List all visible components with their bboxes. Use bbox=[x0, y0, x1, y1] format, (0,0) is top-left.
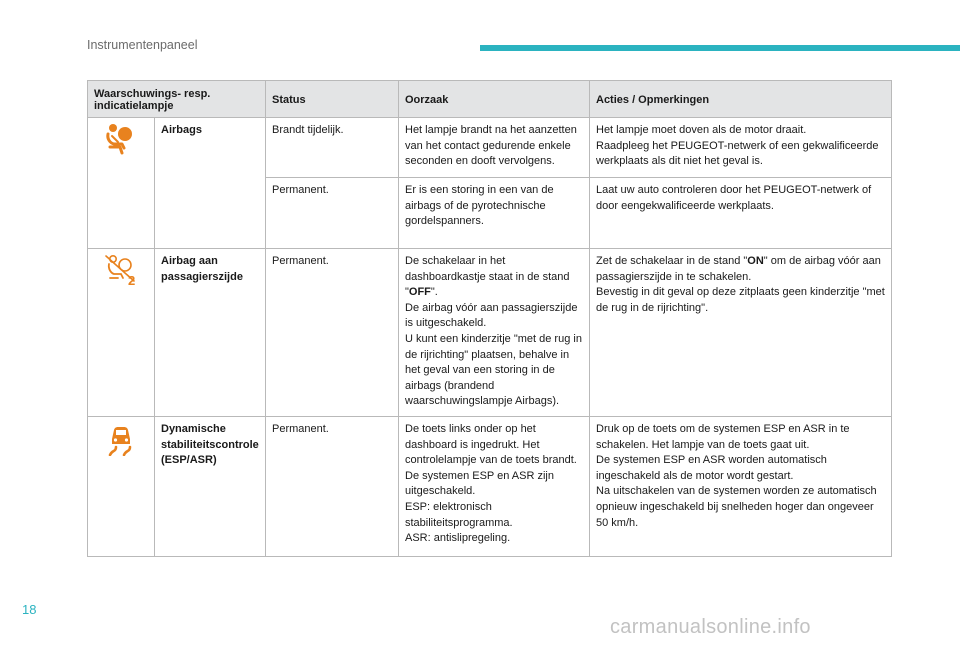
actions-cell bbox=[590, 249, 892, 417]
passenger-airbag-off-icon bbox=[104, 254, 138, 286]
status-cell: Permanent. bbox=[266, 178, 399, 249]
cause-cell: Het lampje brandt na het aanzetten van het contact gedurende enkele seconden en dooft vervolgens. bbox=[399, 118, 590, 178]
status-cell: Permanent. bbox=[266, 417, 399, 557]
lamp-icon-cell bbox=[88, 118, 155, 249]
switch-off-label: OFF bbox=[408, 286, 431, 299]
status-cell: Permanent. bbox=[266, 249, 399, 417]
lamp-icon-cell bbox=[88, 417, 155, 557]
lamp-name: Airbag aan passagierszijde bbox=[155, 249, 266, 417]
cause-cell bbox=[399, 417, 590, 557]
actions-cell bbox=[590, 118, 892, 178]
page-number: 18 bbox=[22, 602, 37, 617]
lamp-name: Dynamische stabiliteitscontrole (ESP/ASR) bbox=[155, 417, 266, 557]
lamp-name: Airbags bbox=[155, 118, 266, 249]
section-title: Instrumentenpaneel bbox=[87, 38, 198, 52]
switch-on-label: ON bbox=[747, 255, 764, 267]
actions-text: Zet de schakelaar in de stand "ON" om de airbag vóór aan passagierszijde in te schakelen. Bevestig in dit geval op deze zitplaats geen kinderzitje "met de rug in de rijrichting". bbox=[596, 255, 885, 314]
actions-text: Druk op de toets om de systemen ESP en ASR in te schakelen. Het lampje van de toets gaat uit. De systemen ESP en ASR worden automatisch ingeschakeld als de motor wordt gestart. Na uitschakelen van de systemen worden ze automatisch opnieuw ingeschakeld bij snelheden hoger dan ongeveer 50 km/h. bbox=[596, 423, 877, 529]
stability-control-icon bbox=[104, 422, 138, 456]
table-row bbox=[88, 249, 892, 417]
actions-text: Het lampje moet doven als de motor draait. Raadpleeg het PEUGEOT-netwerk of een gekwalificeerde werkplaats als dit niet het geval is. bbox=[596, 124, 879, 168]
status-cell: Brandt tijdelijk. bbox=[266, 118, 399, 178]
cause-cell: Er is een storing in een van de airbags of de pyrotechnische gordelspanners. bbox=[399, 178, 590, 249]
header-status: Status bbox=[266, 81, 399, 118]
header-actions: Acties / Opmerkingen bbox=[590, 81, 892, 118]
actions-cell bbox=[590, 417, 892, 557]
cause-text: De toets links onder op het dashboard is ingedrukt. Het controlelampje van de toets brandt. De systemen ESP en ASR zijn uitgeschakeld. ESP: elektronisch stabiliteitsprogramma. ASR: antislipregeling. bbox=[405, 423, 577, 545]
table-row bbox=[88, 417, 892, 557]
header-lamp: Waarschuwings- resp. indicatielampje bbox=[88, 81, 266, 118]
warning-lamps-table bbox=[87, 80, 892, 557]
table-header-row bbox=[88, 81, 892, 118]
cause-cell bbox=[399, 249, 590, 417]
svg-text:2: 2 bbox=[128, 273, 136, 286]
header-cause: Oorzaak bbox=[399, 81, 590, 118]
table-row bbox=[88, 118, 892, 178]
actions-cell: Laat uw auto controleren door het PEUGEOT-netwerk of door eengekwalificeerde werkplaats. bbox=[590, 178, 892, 249]
header-accent-bar bbox=[480, 45, 960, 51]
cause-text: De schakelaar in het dashboardkastje staat in de stand "OFF". De airbag vóór aan passagierszijde is uitgeschakeld. U kunt een kinderzitje "met de rug in de rijrichting" plaatsen, behalve in het geval van een storing in de airbags (brandend waarschuwingslampje Airbags). bbox=[405, 255, 582, 408]
lamp-icon-cell bbox=[88, 249, 155, 417]
watermark: carmanualsonline.info bbox=[610, 616, 811, 638]
airbag-warning-icon bbox=[104, 123, 138, 155]
